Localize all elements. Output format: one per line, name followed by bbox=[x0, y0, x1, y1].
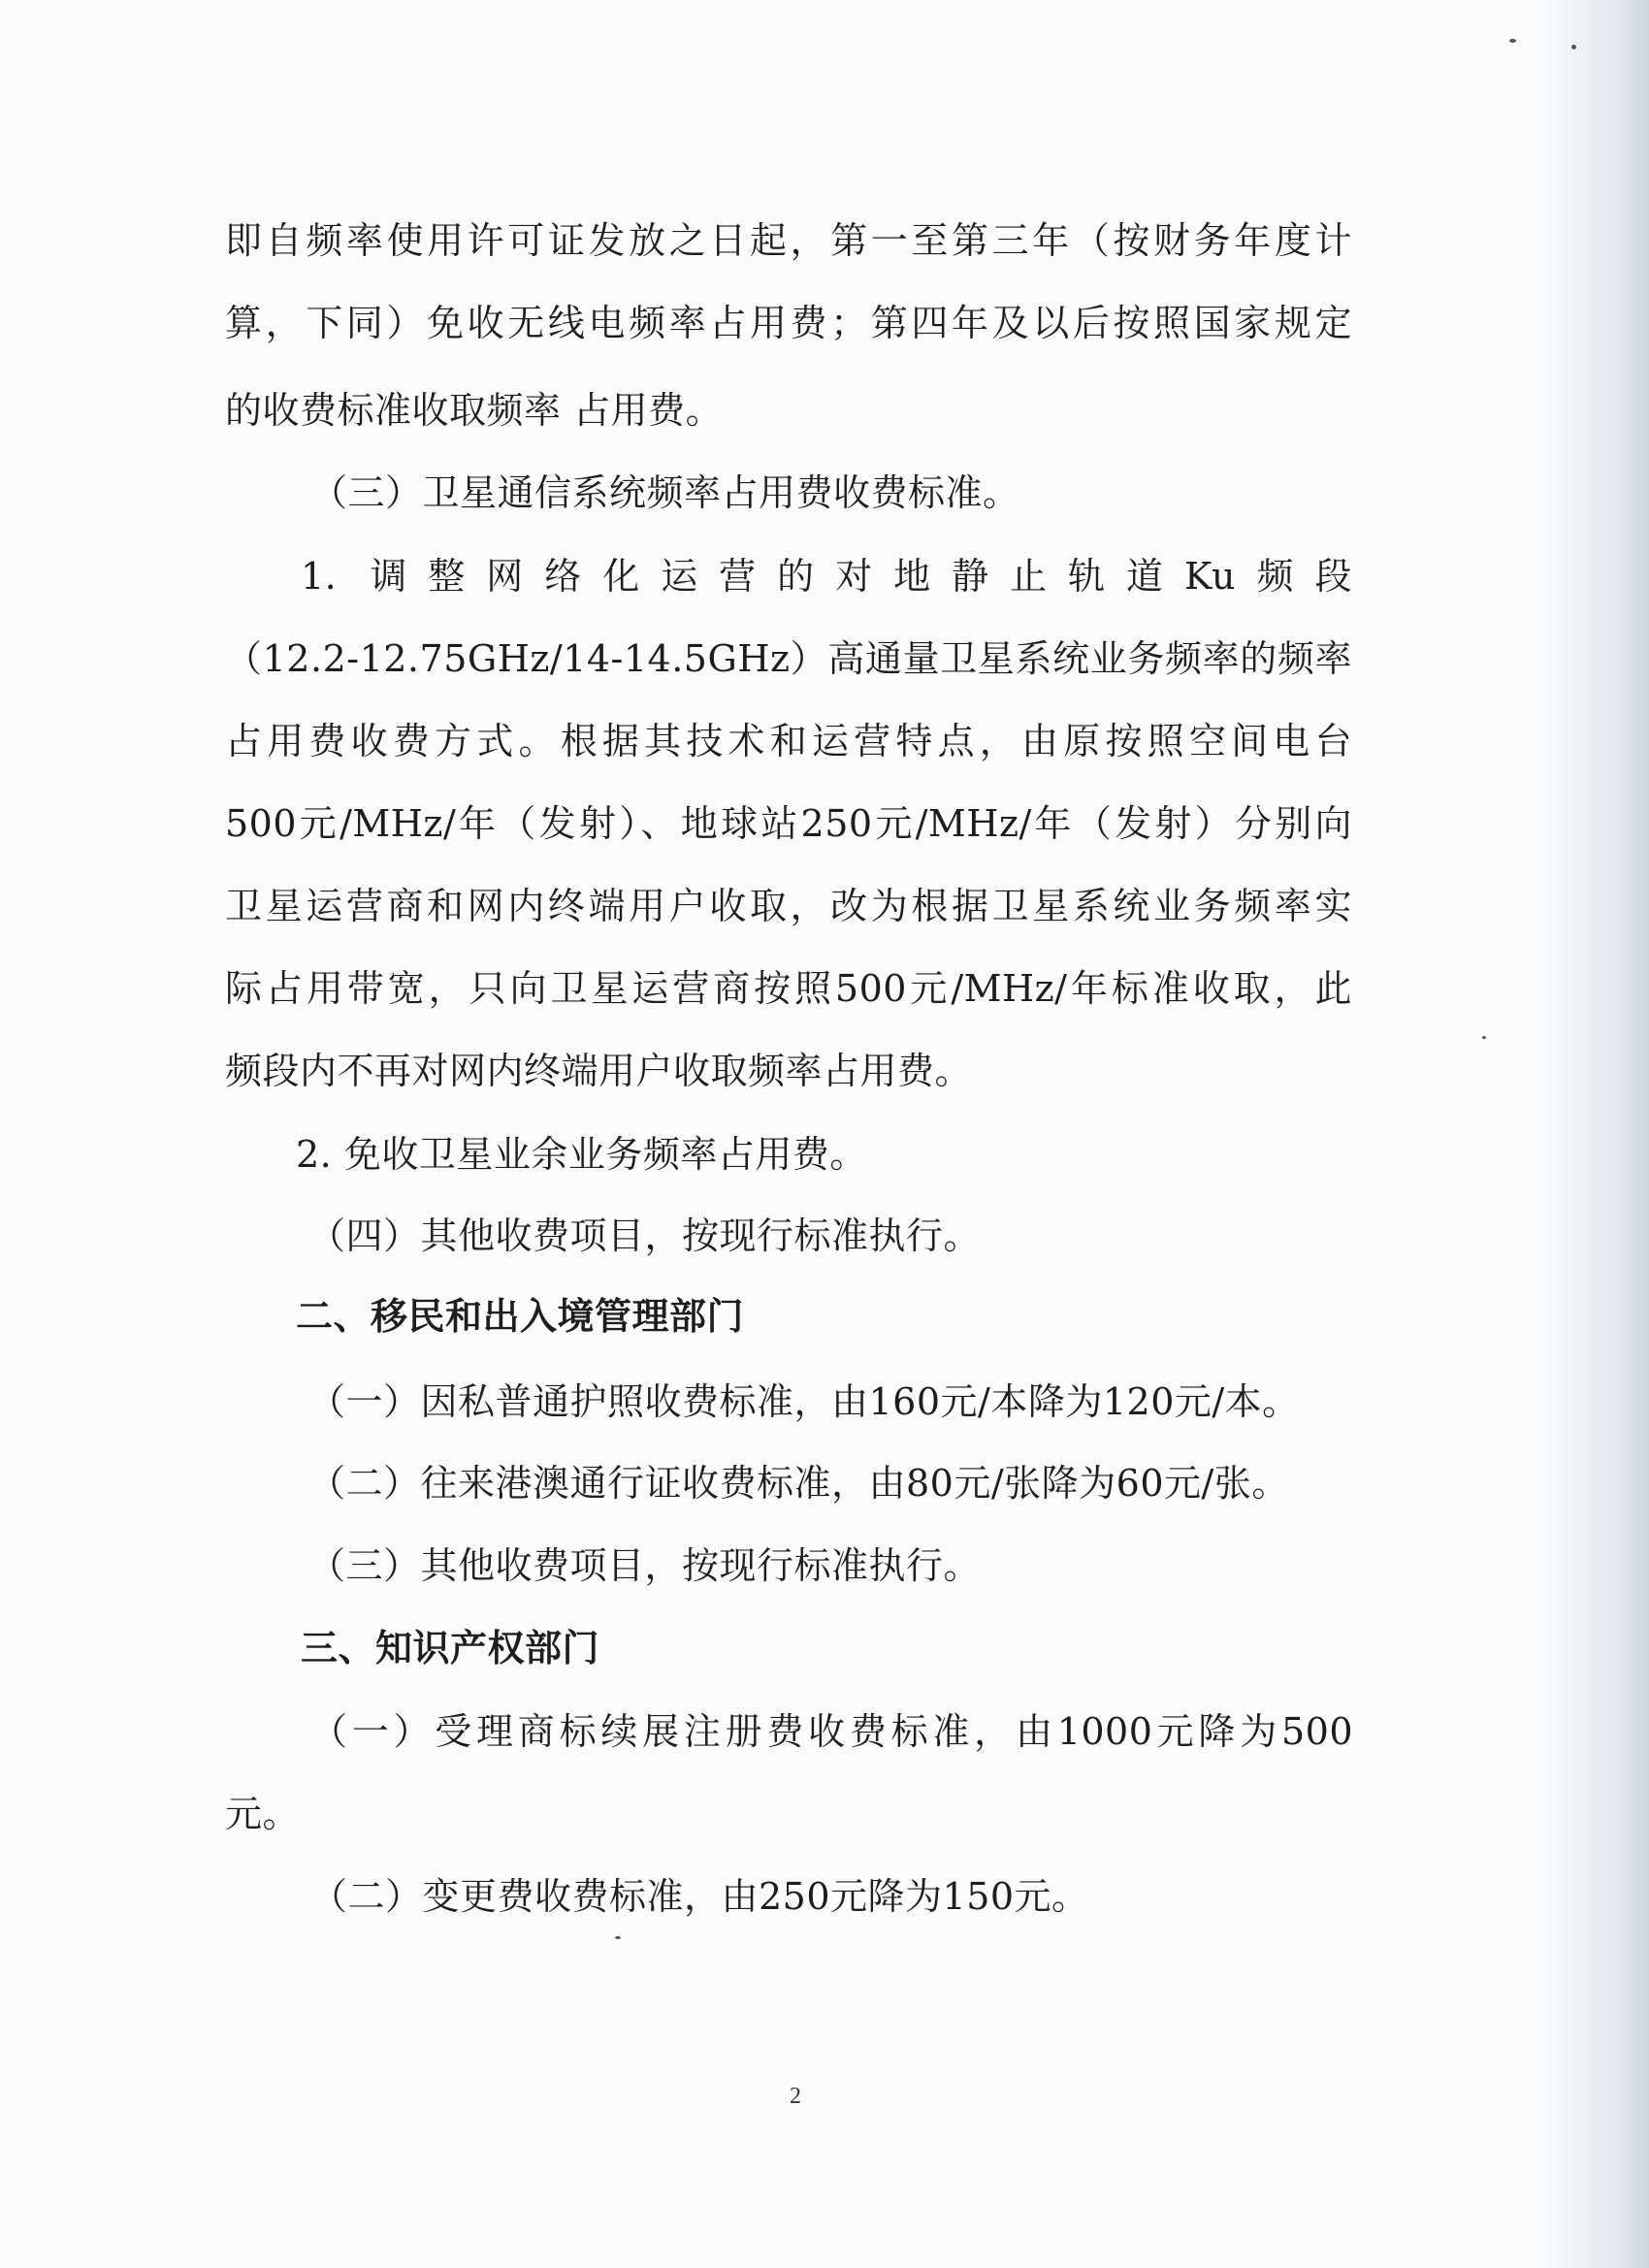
body-line: 元。 bbox=[225, 1793, 301, 1835]
body-line: 频段内不再对网内终端用户收取频率占用费。 bbox=[225, 1050, 973, 1092]
scan-edge-shadow bbox=[1542, 0, 1649, 2268]
scan-speck bbox=[1509, 39, 1516, 43]
body-line: 的收费标准收取频率 占用费。 bbox=[225, 389, 724, 432]
body-line: 1. 调整网络化运营的对地静止轨道Ku频段 bbox=[301, 555, 1352, 598]
section-heading: 二、移民和出入境管理部门 bbox=[296, 1295, 745, 1338]
section-heading: 三、知识产权部门 bbox=[301, 1627, 600, 1669]
scan-speck bbox=[1571, 45, 1576, 49]
body-line: 际占用带宽，只向卫星运营商按照500元/MHz/年标准收取，此 bbox=[225, 967, 1352, 1010]
body-line: （一）因私普通护照收费标准，由160元/本降为120元/本。 bbox=[308, 1380, 1300, 1423]
body-line: （二）变更费收费标准，由250元降为150元。 bbox=[310, 1875, 1089, 1918]
scan-speck bbox=[1482, 1036, 1486, 1039]
body-line: 卫星运营商和网内终端用户收取，改为根据卫星系统业务频率实 bbox=[225, 885, 1352, 927]
body-line: 2. 免收卫星业余业务频率占用费。 bbox=[296, 1133, 867, 1176]
body-line: 500元/MHz/年（发射）、地球站250元/MHz/年（发射）分别向 bbox=[225, 802, 1352, 845]
body-line: 占用费收费方式。根据其技术和运营特点，由原按照空间电台 bbox=[225, 720, 1352, 762]
body-line: 算，下同）免收无线电频率占用费；第四年及以后按照国家规定 bbox=[225, 302, 1352, 344]
body-line: （一）受理商标续展注册费收费标准，由1000元降为500 bbox=[310, 1710, 1353, 1753]
page-number: 2 bbox=[790, 2084, 801, 2109]
body-line: （二）往来港澳通行证收费标准，由80元/张降为60元/张。 bbox=[308, 1462, 1289, 1505]
body-line: （三）其他收费项目，按现行标准执行。 bbox=[308, 1544, 982, 1587]
scan-speck bbox=[615, 1936, 621, 1939]
section-heading: （三）卫星通信系统频率占用费收费标准。 bbox=[310, 471, 1020, 514]
body-line: （12.2-12.75GHz/14-14.5GHz）高通量卫星系统业务频率的频率 bbox=[225, 637, 1352, 680]
body-line: 即自频率使用许可证发放之日起，第一至第三年（按财务年度计 bbox=[225, 219, 1352, 262]
body-line: （四）其他收费项目，按现行标准执行。 bbox=[308, 1215, 982, 1257]
